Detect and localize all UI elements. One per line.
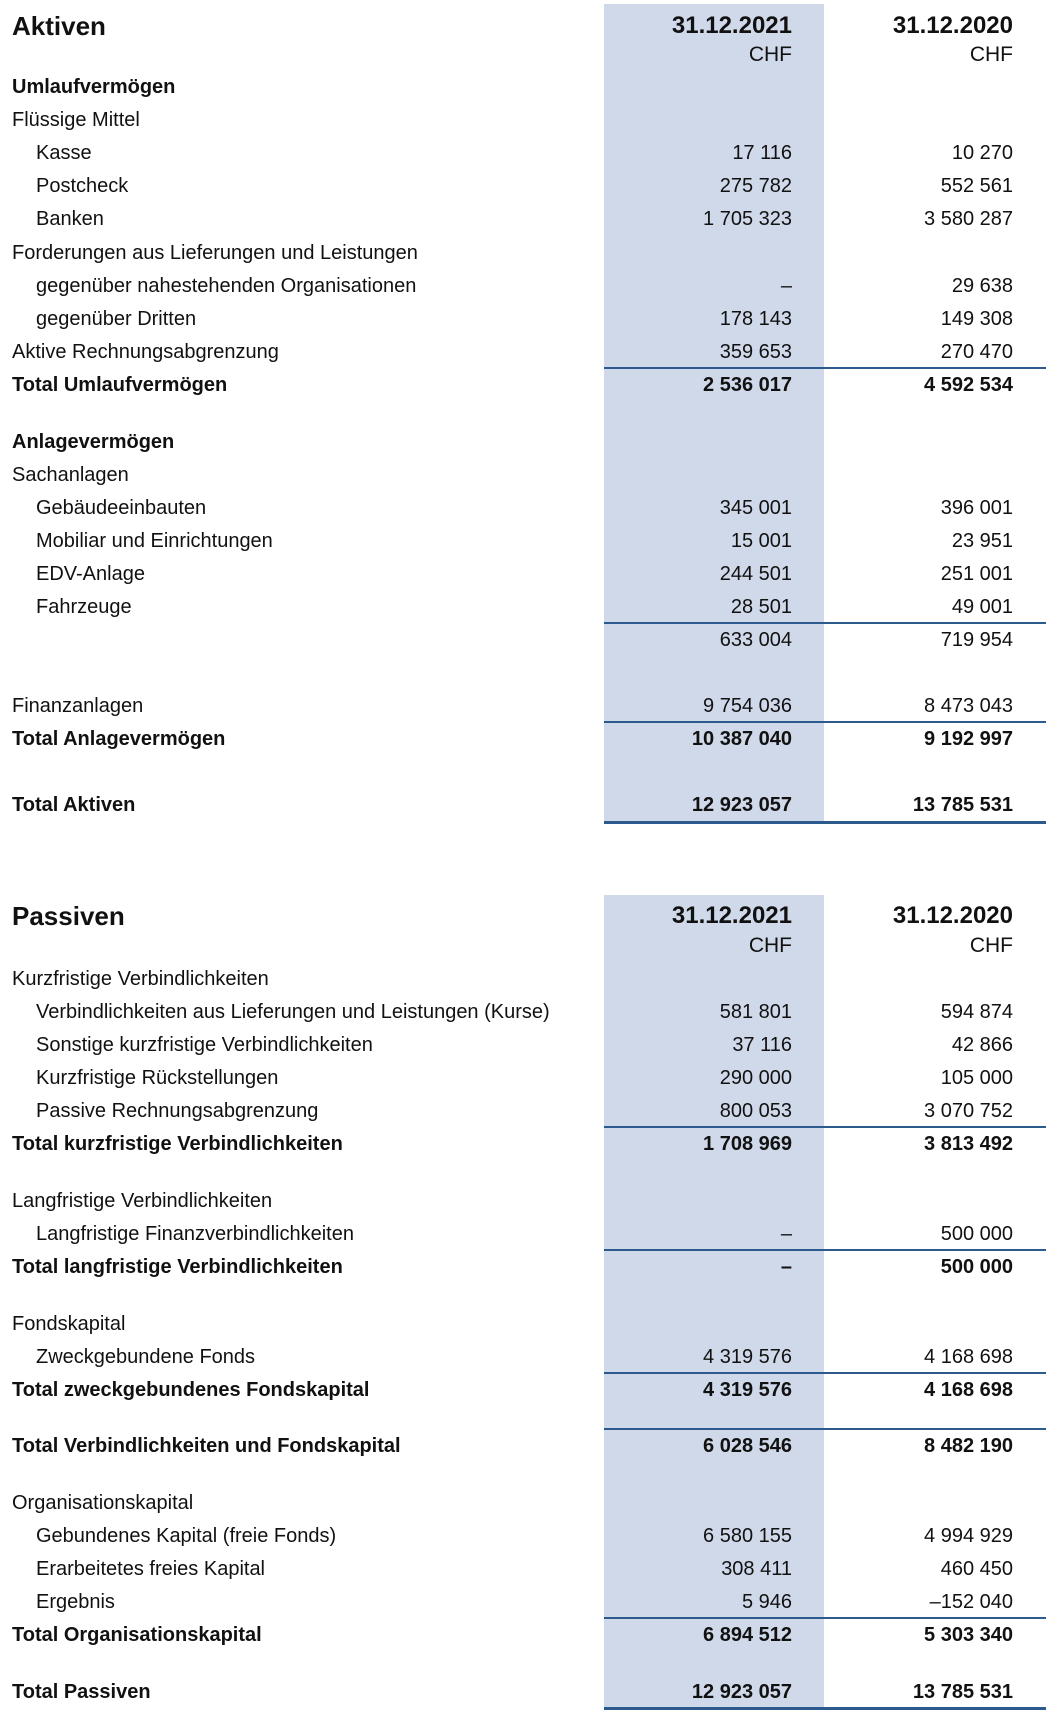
value-2020: 396 001 bbox=[940, 497, 1013, 519]
table-row bbox=[0, 304, 1050, 334]
value-2020: 8 473 043 bbox=[924, 695, 1013, 717]
row-label: Forderungen aus Lieferungen und Leistungen bbox=[12, 242, 418, 264]
value-2020: 9 192 997 bbox=[924, 728, 1013, 750]
value-2021: 6 028 546 bbox=[703, 1435, 792, 1457]
table-row bbox=[0, 171, 1050, 201]
row-label: Total Umlaufvermögen bbox=[12, 374, 228, 396]
table-row bbox=[0, 1342, 1050, 1372]
value-2021: 308 411 bbox=[721, 1558, 792, 1580]
row-label: Gebäudeeinbauten bbox=[36, 497, 207, 519]
total-row-anlagevermoegen bbox=[0, 724, 1050, 754]
value-2020: 4 168 698 bbox=[924, 1346, 1013, 1368]
value-2020: 4 168 698 bbox=[924, 1379, 1013, 1401]
total-row-organisationskapital bbox=[0, 1620, 1050, 1650]
value-2020: 460 450 bbox=[940, 1558, 1013, 1580]
value-2020: 23 951 bbox=[951, 530, 1013, 552]
passiven-col-2020-date: 31.12.2020 bbox=[892, 902, 1013, 929]
row-label: Postcheck bbox=[36, 175, 129, 197]
divider-line-double bbox=[604, 1707, 1046, 1710]
value-2021: 15 001 bbox=[730, 530, 792, 552]
row-label: Verbindlichkeiten aus Lieferungen und Leistungen (Kurse) bbox=[36, 1001, 550, 1023]
value-2020: 4 592 534 bbox=[924, 374, 1013, 396]
value-2020: 500 000 bbox=[940, 1223, 1013, 1245]
row-label: Finanzanlagen bbox=[12, 695, 144, 717]
table-row bbox=[0, 138, 1050, 168]
table-row bbox=[0, 337, 1050, 367]
value-2020: 3 813 492 bbox=[924, 1133, 1013, 1155]
row-label: Aktive Rechnungsabgrenzung bbox=[12, 341, 279, 363]
value-2021: 633 004 bbox=[719, 629, 792, 651]
value-2020: 594 874 bbox=[940, 1001, 1013, 1023]
value-2020: 4 994 929 bbox=[924, 1525, 1013, 1547]
group-header-langfristig bbox=[0, 1186, 1050, 1216]
value-2021: 4 319 576 bbox=[703, 1379, 792, 1401]
table-row bbox=[0, 1521, 1050, 1551]
aktiven-col-2020-date: 31.12.2020 bbox=[892, 12, 1013, 39]
aktiven-col-2021-date: 31.12.2021 bbox=[671, 12, 792, 39]
value-2020: 42 866 bbox=[951, 1034, 1013, 1056]
row-label: Total Aktiven bbox=[12, 794, 136, 816]
table-row bbox=[0, 204, 1050, 234]
row-label: Total Anlagevermögen bbox=[12, 728, 226, 750]
value-2021: 2 536 017 bbox=[703, 374, 792, 396]
table-row bbox=[0, 1096, 1050, 1126]
row-label: Fahrzeuge bbox=[36, 596, 132, 618]
row-label: Ergebnis bbox=[36, 1591, 115, 1613]
value-2020: 49 001 bbox=[951, 596, 1013, 618]
group-header-sachanlagen bbox=[0, 460, 1050, 490]
row-label: Total langfristige Verbindlichkeiten bbox=[12, 1256, 343, 1278]
table-row bbox=[0, 1554, 1050, 1584]
total-row-fondskapital bbox=[0, 1375, 1050, 1405]
passiven-header-row bbox=[0, 898, 1050, 934]
divider-line-double bbox=[604, 821, 1046, 824]
row-label: Sachanlagen bbox=[12, 464, 129, 486]
value-2021: 345 001 bbox=[719, 497, 792, 519]
total-row-kurzfristig bbox=[0, 1129, 1050, 1159]
value-2021: 17 116 bbox=[732, 142, 792, 164]
divider-line bbox=[604, 1428, 1046, 1430]
row-label: Total kurzfristige Verbindlichkeiten bbox=[12, 1133, 343, 1155]
table-row bbox=[0, 1063, 1050, 1093]
total-row-passiven bbox=[0, 1677, 1050, 1707]
group-header-organisationskapital bbox=[0, 1488, 1050, 1518]
row-label: Total Organisationskapital bbox=[12, 1624, 262, 1646]
table-row bbox=[0, 526, 1050, 556]
value-2021: 37 116 bbox=[732, 1034, 792, 1056]
value-2020: 13 785 531 bbox=[912, 1681, 1013, 1703]
aktiven-col-2021-currency: CHF bbox=[748, 43, 792, 66]
value-2021: 359 653 bbox=[719, 341, 792, 363]
value-2021: – bbox=[780, 275, 792, 297]
divider-line bbox=[604, 1126, 1046, 1128]
row-label: Flüssige Mittel bbox=[12, 109, 140, 131]
value-2020: 251 001 bbox=[940, 563, 1013, 585]
subtotal-row-sachanlagen bbox=[0, 625, 1050, 655]
value-2021: 9 754 036 bbox=[703, 695, 792, 717]
value-2021: 1 705 323 bbox=[703, 208, 792, 230]
group-header-forderungen bbox=[0, 238, 1050, 268]
row-label: Anlagevermögen bbox=[12, 431, 175, 453]
value-2021: – bbox=[780, 1223, 792, 1245]
divider-line bbox=[604, 1249, 1046, 1251]
value-2020: 5 303 340 bbox=[924, 1624, 1013, 1646]
value-2021: 12 923 057 bbox=[691, 1681, 792, 1703]
row-label: EDV-Anlage bbox=[36, 563, 145, 585]
row-label: Total Verbindlichkeiten und Fondskapital bbox=[12, 1435, 401, 1457]
total-row-langfristig bbox=[0, 1252, 1050, 1282]
value-2020: 3 580 287 bbox=[924, 208, 1013, 230]
value-2020: 29 638 bbox=[951, 275, 1013, 297]
value-2021: 800 053 bbox=[719, 1100, 792, 1122]
row-label: Mobiliar und Einrichtungen bbox=[36, 530, 273, 552]
table-row bbox=[0, 559, 1050, 589]
divider-line bbox=[604, 622, 1046, 624]
table-row bbox=[0, 1587, 1050, 1617]
row-label: Fondskapital bbox=[12, 1313, 126, 1335]
value-2021: – bbox=[780, 1256, 792, 1278]
total-row-umlaufvermoegen bbox=[0, 370, 1050, 400]
group-header-kurzfristig bbox=[0, 964, 1050, 994]
row-label: Sonstige kurzfristige Verbindlichkeiten bbox=[36, 1034, 373, 1056]
value-2020: 10 270 bbox=[951, 142, 1013, 164]
row-label: Umlaufvermögen bbox=[12, 76, 176, 98]
row-label: Kasse bbox=[36, 142, 92, 164]
aktiven-title: Aktiven bbox=[12, 11, 106, 41]
divider-line bbox=[604, 721, 1046, 723]
value-2020: 3 070 752 bbox=[924, 1100, 1013, 1122]
table-row bbox=[0, 997, 1050, 1027]
value-2021: 6 894 512 bbox=[703, 1624, 792, 1646]
total-row-verbindlichkeiten-fondskapital bbox=[0, 1431, 1050, 1461]
value-2020: 149 308 bbox=[940, 308, 1013, 330]
table-row bbox=[0, 493, 1050, 523]
row-label: Organisationskapital bbox=[12, 1492, 194, 1514]
value-2021: 4 319 576 bbox=[703, 1346, 792, 1368]
passiven-col-2021-date: 31.12.2021 bbox=[671, 902, 792, 929]
row-label: Gebundenes Kapital (freie Fonds) bbox=[36, 1525, 337, 1547]
divider-line bbox=[604, 367, 1046, 369]
group-header-fluessige-mittel bbox=[0, 105, 1050, 135]
row-label: Kurzfristige Verbindlichkeiten bbox=[12, 968, 269, 990]
value-2021: 12 923 057 bbox=[691, 794, 792, 816]
value-2021: 28 501 bbox=[730, 596, 792, 618]
value-2020: 13 785 531 bbox=[912, 794, 1013, 816]
value-2020: 270 470 bbox=[940, 341, 1013, 363]
value-2020: 105 000 bbox=[940, 1067, 1013, 1089]
value-2020: 500 000 bbox=[940, 1256, 1013, 1278]
row-label: Langfristige Finanzverbindlichkeiten bbox=[36, 1223, 354, 1245]
value-2020: –152 040 bbox=[929, 1591, 1013, 1613]
row-label: Total zweckgebundenes Fondskapital bbox=[12, 1379, 370, 1401]
section-header-umlaufvermoegen bbox=[0, 72, 1050, 102]
row-label: Banken bbox=[36, 208, 104, 230]
divider-line bbox=[604, 1617, 1046, 1619]
value-2020: 8 482 190 bbox=[924, 1435, 1013, 1457]
row-label: Langfristige Verbindlichkeiten bbox=[12, 1190, 273, 1212]
table-row bbox=[0, 1219, 1050, 1249]
row-label: Passive Rechnungsabgrenzung bbox=[36, 1100, 319, 1122]
value-2021: 178 143 bbox=[719, 308, 792, 330]
table-row bbox=[0, 1030, 1050, 1060]
group-header-fondskapital bbox=[0, 1309, 1050, 1339]
row-label: Erarbeitetes freies Kapital bbox=[36, 1558, 266, 1580]
passiven-title: Passiven bbox=[12, 901, 125, 931]
value-2020: 719 954 bbox=[940, 629, 1013, 651]
value-2021: 5 946 bbox=[741, 1591, 792, 1613]
value-2021: 1 708 969 bbox=[703, 1133, 792, 1155]
value-2021: 581 801 bbox=[719, 1001, 792, 1023]
row-label: Total Passiven bbox=[12, 1681, 151, 1703]
passiven-currency-row bbox=[0, 931, 1050, 961]
divider-line bbox=[604, 1372, 1046, 1374]
table-row bbox=[0, 271, 1050, 301]
value-2021: 275 782 bbox=[719, 175, 792, 197]
value-2020: 552 561 bbox=[940, 175, 1013, 197]
value-2021: 244 501 bbox=[719, 563, 792, 585]
table-row bbox=[0, 691, 1050, 721]
row-label: Zweckgebundene Fonds bbox=[36, 1346, 256, 1368]
row-label: gegenüber Dritten bbox=[36, 308, 197, 330]
passiven-col-2021-currency: CHF bbox=[748, 934, 792, 957]
row-label: gegenüber nahestehenden Organisationen bbox=[36, 275, 417, 297]
aktiven-header-row bbox=[0, 8, 1050, 44]
passiven-col-2020-currency: CHF bbox=[969, 934, 1013, 957]
total-row-aktiven bbox=[0, 790, 1050, 820]
value-2021: 10 387 040 bbox=[691, 728, 792, 750]
row-label: Kurzfristige Rückstellungen bbox=[36, 1067, 279, 1089]
value-2021: 290 000 bbox=[719, 1067, 792, 1089]
section-header-anlagevermoegen bbox=[0, 427, 1050, 457]
aktiven-col-2020-currency: CHF bbox=[969, 43, 1013, 66]
table-row bbox=[0, 592, 1050, 622]
aktiven-currency-row bbox=[0, 40, 1050, 70]
value-2021: 6 580 155 bbox=[703, 1525, 792, 1547]
